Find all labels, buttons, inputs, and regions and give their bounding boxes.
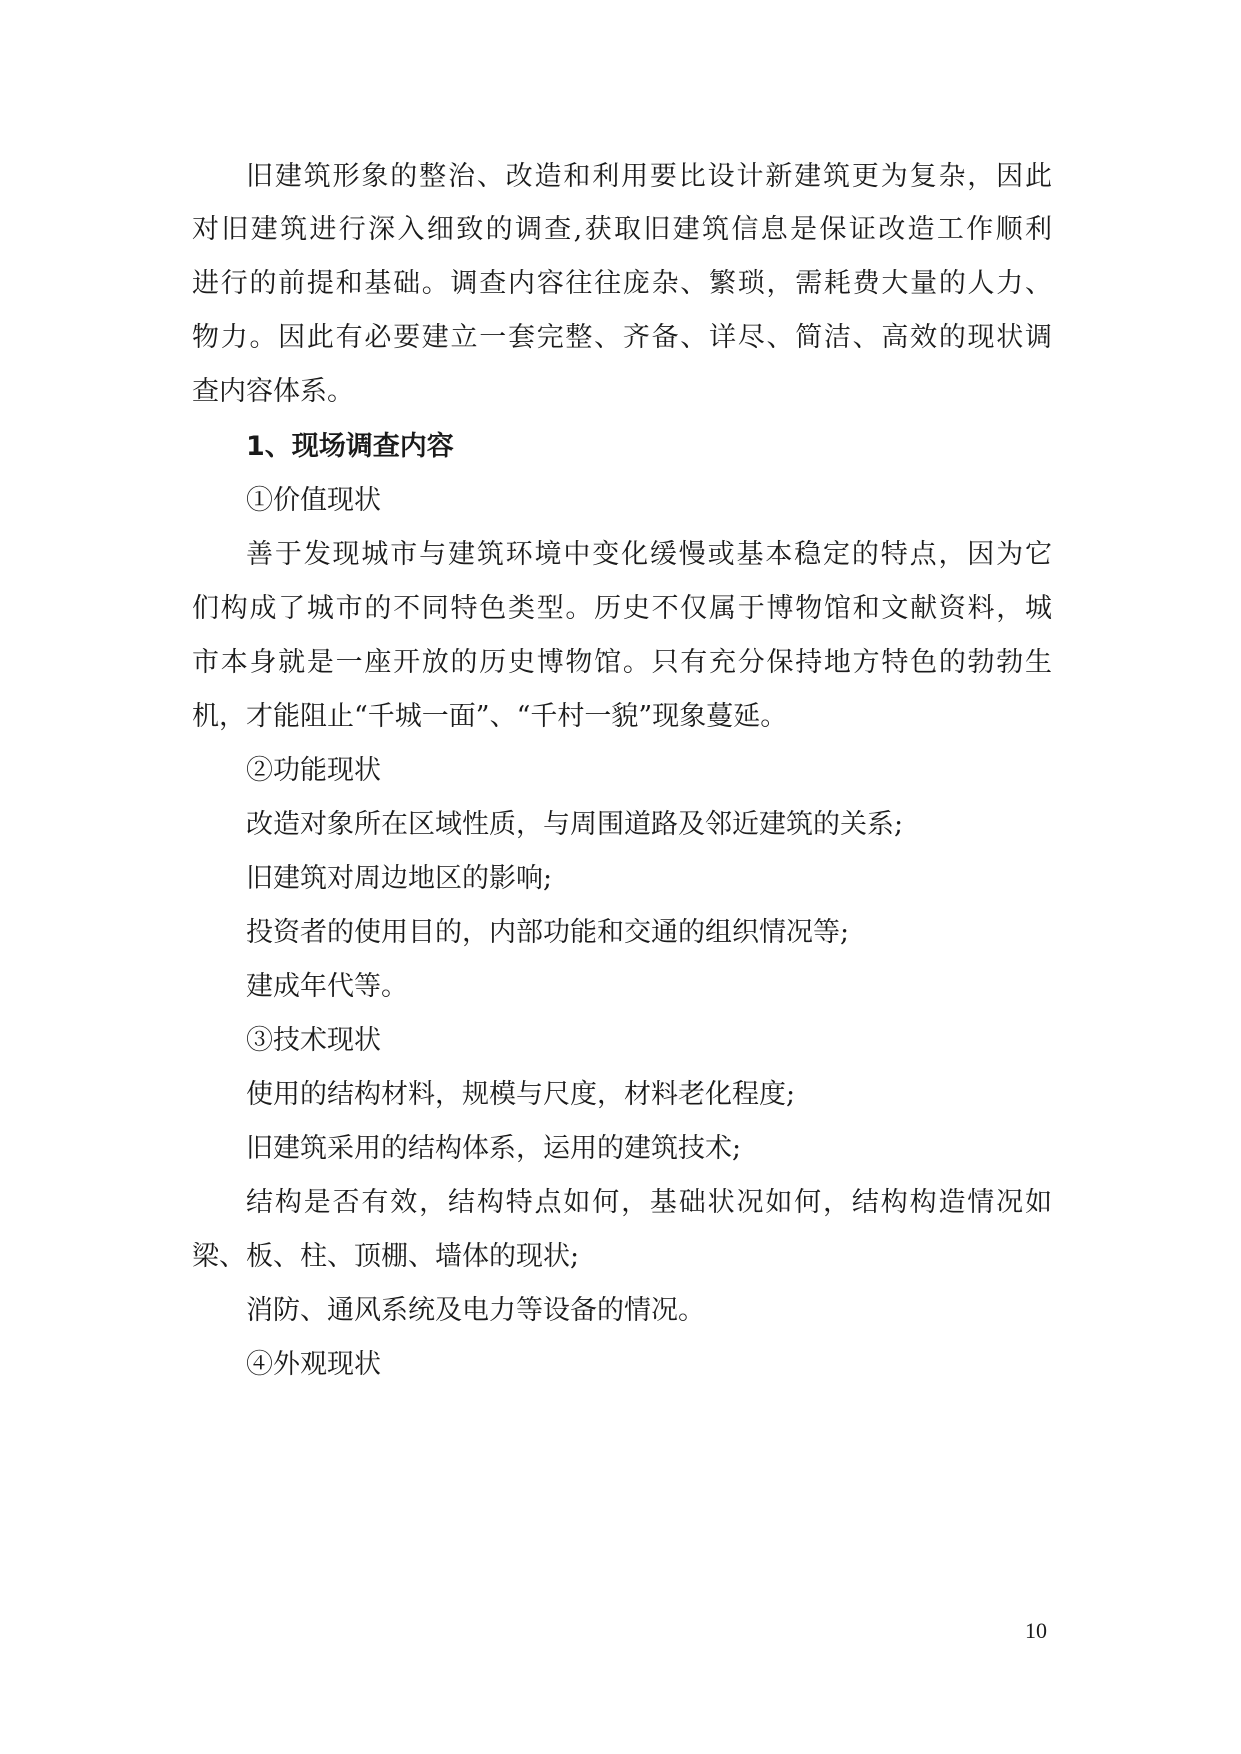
paragraph-intro-line-4: 物力。因此有必要建立一套完整、齐备、详尽、简洁、高效的现状调 (192, 322, 1052, 353)
paragraph-value-line-1: 善于发现城市与建筑环境中变化缓慢或基本稳定的特点，因为它 (246, 539, 1052, 570)
function-item-3: 投资者的使用目的，内部功能和交通的组织情况等; (246, 917, 850, 948)
subheading-value-status: ①价值现状 (246, 485, 381, 516)
technical-item-4: 消防、通风系统及电力等设备的情况。 (246, 1295, 705, 1326)
section-heading: 1、现场调查内容 (246, 431, 454, 462)
paragraph-value-line-3: 市本身就是一座开放的历史博物馆。只有充分保持地方特色的勃勃生 (192, 647, 1052, 678)
technical-item-1: 使用的结构材料，规模与尺度，材料老化程度; (246, 1079, 796, 1110)
paragraph-intro-line-2: 对旧建筑进行深入细致的调查,获取旧建筑信息是保证改造工作顺利 (192, 214, 1052, 245)
page-number: 10 (1025, 1618, 1047, 1643)
function-item-2: 旧建筑对周边地区的影响; (246, 863, 553, 894)
subheading-appearance-status: ④外观现状 (246, 1349, 381, 1380)
subheading-function-status: ②功能现状 (246, 755, 381, 786)
function-item-4: 建成年代等。 (246, 971, 408, 1002)
paragraph-intro-line-1: 旧建筑形象的整治、改造和利用要比设计新建筑更为复杂，因此 (246, 161, 1052, 192)
subheading-technical-status: ③技术现状 (246, 1025, 381, 1056)
technical-item-3-line-1: 结构是否有效，结构特点如何，基础状况如何，结构构造情况如 (246, 1187, 1052, 1218)
technical-item-2: 旧建筑采用的结构体系，运用的建筑技术; (246, 1133, 742, 1164)
function-item-1: 改造对象所在区域性质，与周围道路及邻近建筑的关系; (246, 809, 904, 840)
paragraph-intro-line-3: 进行的前提和基础。调查内容往往庞杂、繁琐，需耗费大量的人力、 (192, 268, 1052, 299)
paragraph-value-line-2: 们构成了城市的不同特色类型。历史不仅属于博物馆和文献资料，城 (192, 593, 1052, 624)
paragraph-value-line-4: 机，才能阻止“千城一面”、“千村一貌”现象蔓延。 (192, 701, 788, 732)
technical-item-3-line-2: 梁、板、柱、顶棚、墙体的现状; (192, 1241, 580, 1272)
paragraph-intro-line-5: 查内容体系。 (192, 376, 354, 407)
